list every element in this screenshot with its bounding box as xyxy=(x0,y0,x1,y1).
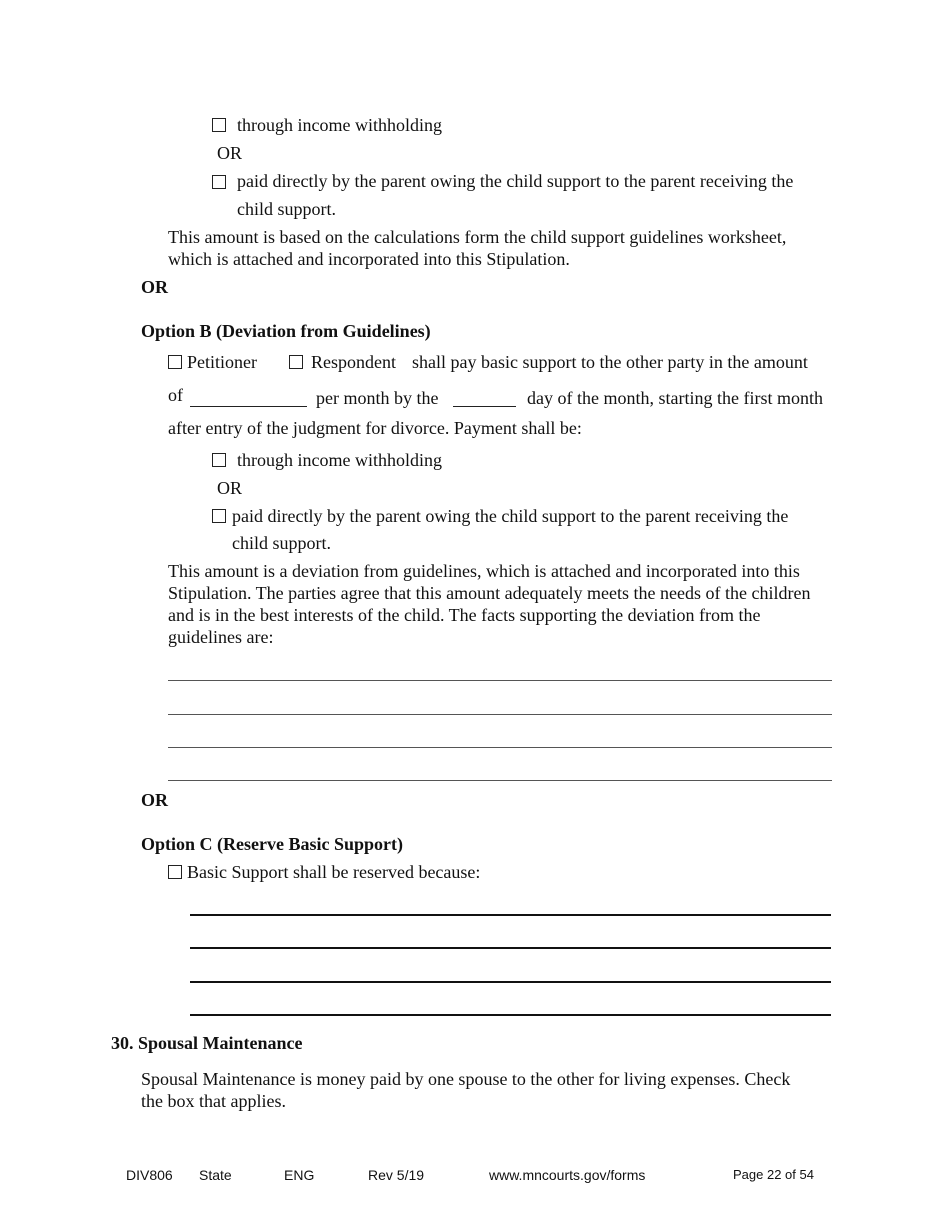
amount-blank-b[interactable] xyxy=(190,406,307,407)
deviation-facts-line-3[interactable] xyxy=(168,747,832,748)
option-b-heading: Option B (Deviation from Guidelines) xyxy=(141,321,431,341)
deviation-text-line3: and is in the best interests of the child. The facts supporting the deviation from the xyxy=(168,605,761,625)
after-entry-text-b: after entry of the judgment for divorce. Payment shall be: xyxy=(168,418,582,438)
respondent-label-b: Respondent xyxy=(311,352,396,372)
of-text-b: of xyxy=(168,385,183,405)
pay-text-b: shall pay basic support to the other party in the amount xyxy=(412,352,808,372)
income-withholding-label-b: through income withholding xyxy=(237,450,442,470)
reserve-support-checkbox[interactable] xyxy=(168,865,182,879)
or-label-b: OR xyxy=(217,478,243,498)
deviation-facts-line-2[interactable] xyxy=(168,714,832,715)
day-blank-b[interactable] xyxy=(453,406,516,407)
petitioner-checkbox-b[interactable] xyxy=(168,355,182,369)
respondent-checkbox-b[interactable] xyxy=(289,355,303,369)
option-a-basis-line1: This amount is based on the calculations form the child support guidelines worksheet, xyxy=(168,227,787,247)
section-30-body-line2: the box that applies. xyxy=(141,1091,286,1111)
deviation-text-line2: Stipulation. The parties agree that this amount adequately meets the needs of the children xyxy=(168,583,811,603)
income-withholding-checkbox-b[interactable] xyxy=(212,453,226,467)
deviation-facts-line-1[interactable] xyxy=(168,680,832,681)
paid-directly-label-b-line2: child support. xyxy=(232,533,331,553)
footer-form-code: DIV806 xyxy=(126,1167,173,1183)
reserve-reason-line-1[interactable] xyxy=(190,914,831,916)
reserve-reason-line-2[interactable] xyxy=(190,947,831,949)
section-30-heading: 30. Spousal Maintenance xyxy=(111,1033,303,1053)
income-withholding-label-a: through income withholding xyxy=(237,115,442,135)
footer-page-number: Page 22 of 54 xyxy=(733,1167,814,1182)
reserve-reason-line-4[interactable] xyxy=(190,1014,831,1016)
or-separator-2: OR xyxy=(141,790,168,810)
petitioner-label-b: Petitioner xyxy=(187,352,257,372)
footer-language: ENG xyxy=(284,1167,315,1183)
reserve-support-label: Basic Support shall be reserved because: xyxy=(187,862,481,882)
per-month-text-b: per month by the xyxy=(316,388,439,408)
deviation-facts-line-4[interactable] xyxy=(168,780,832,781)
income-withholding-checkbox-a[interactable] xyxy=(212,118,226,132)
paid-directly-label-b-line1: paid directly by the parent owing the child support to the parent receiving the xyxy=(232,506,789,526)
option-c-heading: Option C (Reserve Basic Support) xyxy=(141,834,403,854)
paid-directly-label-a-line2: child support. xyxy=(237,199,336,219)
paid-directly-label-a-line1: paid directly by the parent owing the child support to the parent receiving the xyxy=(237,171,794,191)
paid-directly-checkbox-b[interactable] xyxy=(212,509,226,523)
or-separator-1: OR xyxy=(141,277,168,297)
option-a-basis-line2: which is attached and incorporated into this Stipulation. xyxy=(168,249,570,269)
footer-state: State xyxy=(199,1167,232,1183)
footer-revision: Rev 5/19 xyxy=(368,1167,425,1183)
section-30-body-line1: Spousal Maintenance is money paid by one spouse to the other for living expenses. Check xyxy=(141,1069,791,1089)
footer-website-link[interactable]: www.mncourts.gov/forms xyxy=(489,1167,646,1183)
or-label-a: OR xyxy=(217,143,243,163)
paid-directly-checkbox-a[interactable] xyxy=(212,175,226,189)
deviation-text-line1: This amount is a deviation from guidelines, which is attached and incorporated into this xyxy=(168,561,800,581)
deviation-text-line4: guidelines are: xyxy=(168,627,274,647)
day-text-b: day of the month, starting the first month xyxy=(527,388,823,408)
reserve-reason-line-3[interactable] xyxy=(190,981,831,983)
